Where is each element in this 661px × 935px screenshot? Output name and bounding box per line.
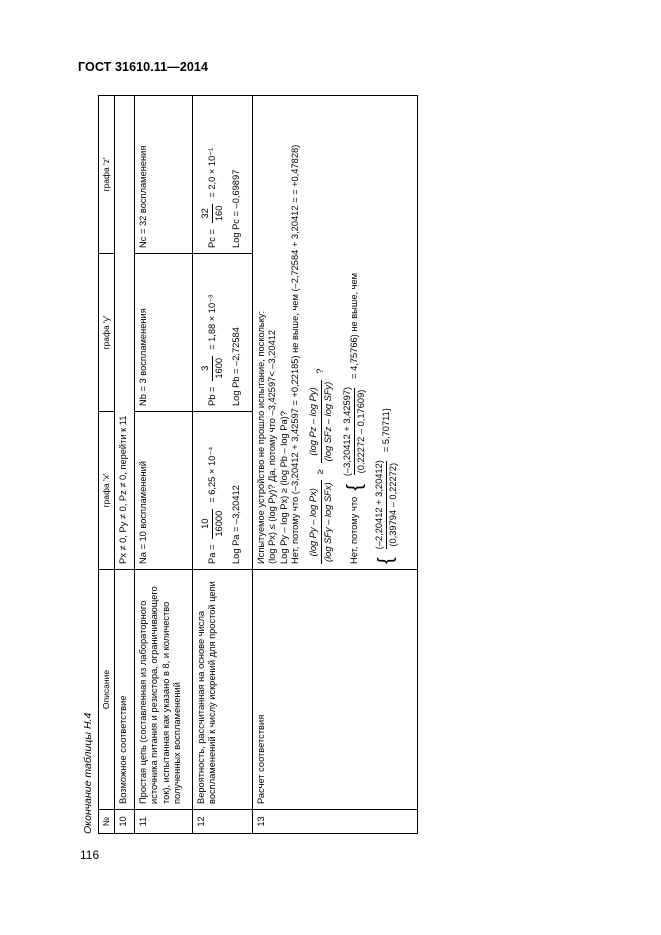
- fraction-denominator: 1600: [214, 357, 225, 379]
- cell-z: Nc = 32 воспламенения: [135, 96, 193, 254]
- standard-header: ГОСТ 31610.11—2014: [78, 60, 209, 74]
- fraction: [308, 480, 334, 564]
- fraction-numerator: (–3,20412 + 3,42597): [341, 386, 352, 477]
- formula-lhs: Pc =: [207, 229, 218, 248]
- fraction: [308, 380, 334, 464]
- row-value: Px ≠ 0, Py ≠ 0, Pz ≠ 0, перейти к 11: [115, 96, 135, 570]
- fraction: [374, 458, 400, 551]
- table-row-10: [115, 96, 135, 834]
- fraction-numerator: 3: [200, 365, 210, 371]
- fraction-denominator: 160: [214, 205, 225, 222]
- fraction-denominator: (0,22272 – 0,17609): [356, 389, 367, 474]
- row-description: Простая цепь (составленная из лабораторного источника питания и резистора, ограничивающего ток), испытанная как указано в 8, и количество полученных воспламенений: [135, 570, 193, 810]
- cell-x: Na = 10 воспламенений: [135, 412, 193, 570]
- fraction-denominator: 16000: [214, 510, 225, 537]
- row-number: 10: [115, 810, 135, 834]
- fraction-numerator: 10: [200, 518, 210, 529]
- probability-formula: [200, 259, 226, 406]
- formula-result: = 5,70711}: [380, 408, 391, 453]
- table-row-13: [253, 96, 418, 834]
- log-value: Log Pa = –3,20412: [230, 485, 241, 564]
- header-column-y: графа 'y': [99, 254, 115, 412]
- log-value: Log Pc = –0,69897: [230, 169, 241, 248]
- fraction: [200, 356, 226, 381]
- header-column-z: графа 'z': [99, 96, 115, 254]
- result-formula-2: [374, 101, 400, 564]
- open-brace: {: [375, 557, 398, 564]
- fraction-denominator: (log SFy – log SFx): [322, 482, 333, 562]
- table-row-11: [135, 96, 193, 834]
- spec-table: [98, 95, 418, 834]
- question-mark: ?: [315, 368, 326, 374]
- fraction-numerator: (–2,20412 + 3,20412): [373, 460, 384, 550]
- calc-line: Испытуемое устройство не прошло испытание, поскольку:: [256, 310, 266, 564]
- probability-formula: [200, 101, 226, 248]
- calc-line: Нет, потому что (–3,20412 + 3,42597 = +0,22185) не выше, чем (–2,72584 + 3,20412 = = +0,47828): [289, 144, 300, 564]
- fraction: [342, 385, 368, 478]
- fraction-numerator: 32: [200, 208, 210, 219]
- cell-y: [193, 254, 253, 412]
- fraction-denominator: (0,39794 – 0,22272): [387, 462, 398, 547]
- table-row-12: [193, 96, 253, 834]
- open-brace: {: [343, 484, 366, 491]
- fraction-numerator: (log Py – log Px): [308, 488, 319, 557]
- header-description: Описание: [99, 570, 115, 810]
- fraction: [200, 509, 226, 539]
- formula-result: = 6,25 × 10⁻⁴: [207, 446, 218, 503]
- row-number: 13: [253, 810, 418, 834]
- ratio-formula: [308, 101, 334, 564]
- formula-result: = 4,75766) не выше, чем: [349, 272, 360, 379]
- table-header-row: [99, 96, 115, 834]
- fraction-denominator: (log SFz – log SFy): [322, 381, 333, 462]
- row-description: Расчет соответствия: [253, 570, 418, 810]
- row-number: 12: [193, 810, 253, 834]
- formula-result: = 2,0 × 10⁻¹: [207, 147, 218, 198]
- fraction: [200, 204, 226, 224]
- row-description: Вероятность, рассчитанная на основе числа воспламенений к числу искрений для простой цепи: [193, 570, 253, 810]
- cell-x: [193, 412, 253, 570]
- row-description: Возможное соответствие: [115, 570, 135, 810]
- formula-lhs: Pa =: [207, 544, 218, 564]
- page-number: 116: [80, 848, 100, 862]
- header-no: №: [99, 810, 115, 834]
- fraction-numerator: (log Pz – log Py): [308, 387, 319, 456]
- cell-y: Nb = 3 воспламенения: [135, 254, 193, 412]
- formula-prefix: Нет, потому что: [349, 496, 360, 564]
- formula-lhs: Pb =: [207, 386, 218, 406]
- table-caption: Окончание таблицы Н.4: [82, 712, 94, 834]
- row-number: 11: [135, 810, 193, 834]
- formula-result: = 1,88 × 10⁻³: [207, 294, 218, 350]
- rotated-table-block: [78, 96, 418, 834]
- result-formula-1: [342, 101, 368, 564]
- log-value: Log Pb = –2,72584: [230, 327, 241, 406]
- compliance-calculation: [253, 96, 418, 570]
- cell-z: [193, 96, 253, 254]
- calc-line: (log Px) ≤ (log Py)? Да, потому что –3,42597< –3,20412: [267, 329, 278, 564]
- comparison-sign: ≥: [315, 469, 326, 475]
- calc-line: Log Py – log Px) ≥ (log Pb – log Pa)?: [278, 411, 289, 564]
- probability-formula: [200, 417, 226, 564]
- header-column-x: графа 'x': [99, 412, 115, 570]
